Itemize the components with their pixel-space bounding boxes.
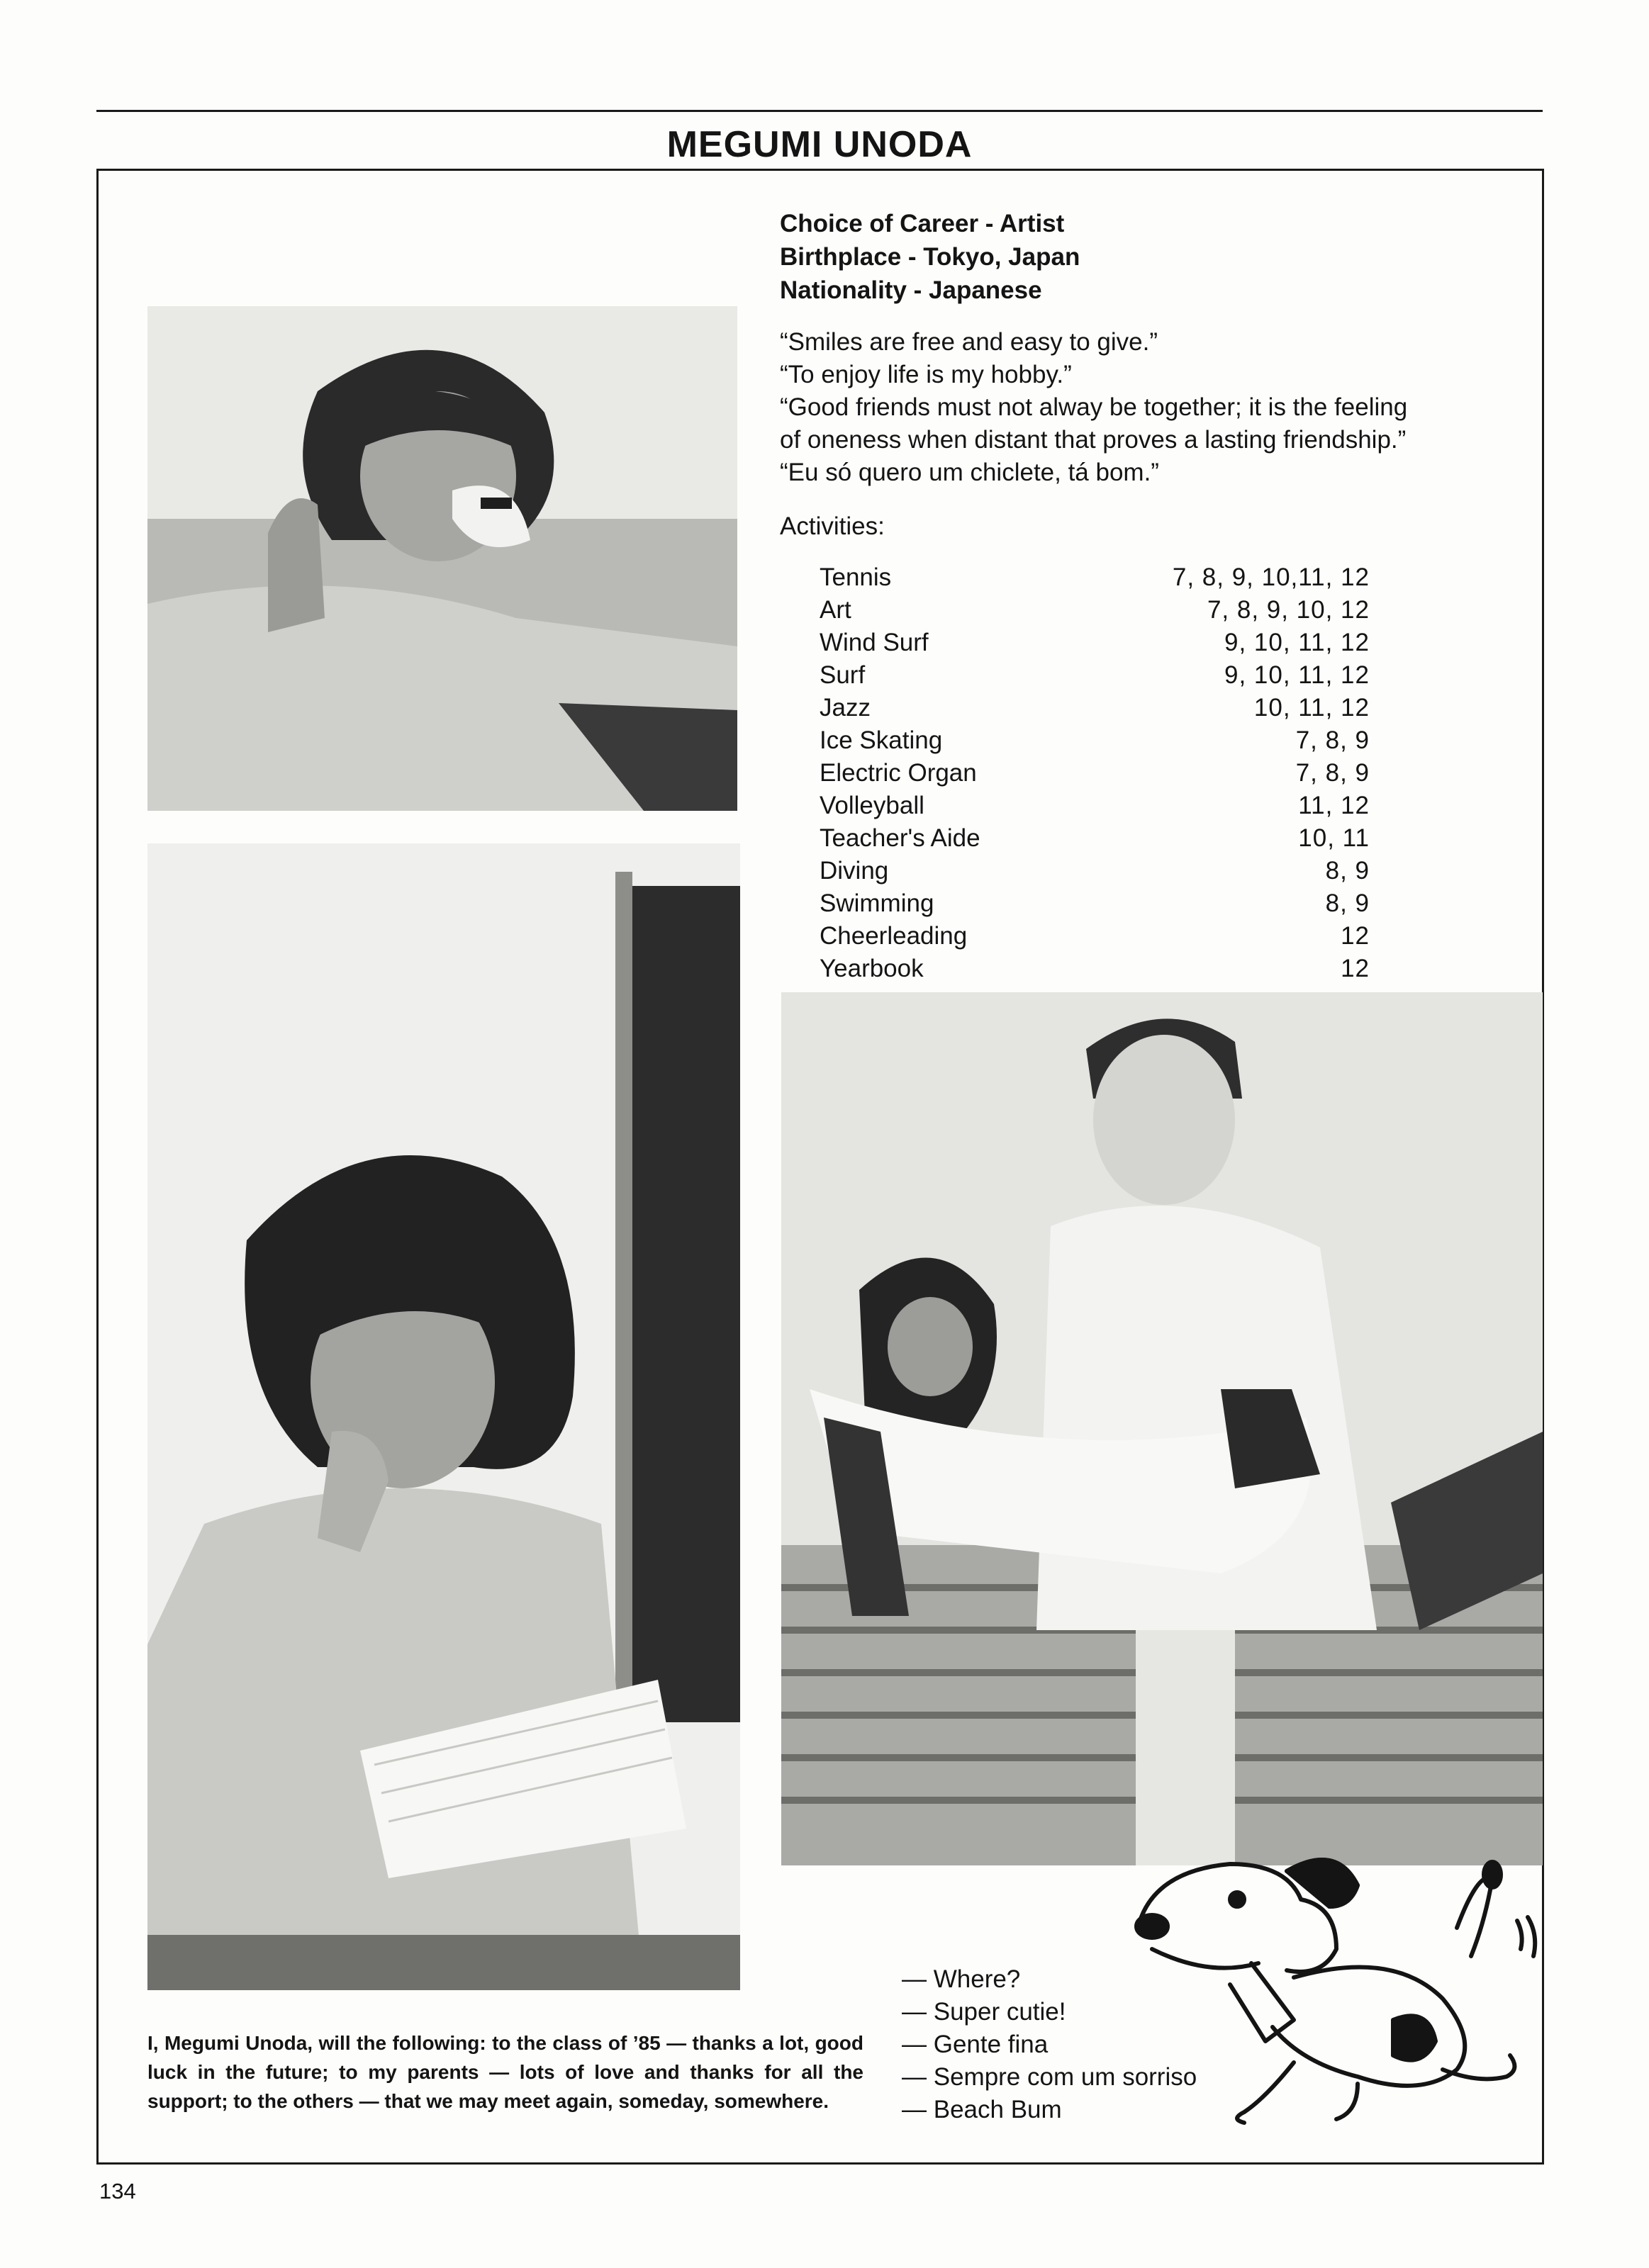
- quote-line: “Eu só quero um chiclete, tá bom.”: [780, 459, 1159, 486]
- top-rule: [96, 110, 1543, 112]
- activity-name: Swimming: [820, 889, 934, 917]
- activity-row: [820, 561, 1370, 594]
- page-title: MEGUMI UNODA: [666, 124, 973, 165]
- reading-photo: [147, 843, 740, 1990]
- birthplace-fact: Birthplace - Tokyo, Japan: [780, 243, 1080, 271]
- quote-line: of oneness when distant that proves a lasting friendship.”: [780, 426, 1407, 454]
- activity-row: [820, 887, 1370, 920]
- activity-row: [820, 724, 1370, 757]
- activity-years: 10, 11, 12: [1253, 694, 1370, 722]
- activity-name: Electric Organ: [820, 759, 977, 787]
- activity-row: [820, 920, 1370, 953]
- activity-name: Cheerleading: [820, 922, 968, 950]
- activity-row: [820, 822, 1370, 855]
- note-line: — Super cutie!: [902, 1998, 1066, 2026]
- activities-heading: Activities:: [780, 512, 885, 540]
- activity-name: Jazz: [820, 694, 871, 722]
- portrait-photo-top: [147, 306, 737, 811]
- activity-name: Ice Skating: [820, 726, 943, 754]
- quote-line: “To enjoy life is my hobby.”: [780, 361, 1072, 388]
- activity-row: [820, 594, 1370, 627]
- note-line: — Gente fina: [902, 2031, 1049, 2058]
- activity-row: [820, 855, 1370, 887]
- activity-years: 7, 8, 9, 10, 12: [1207, 596, 1370, 624]
- activity-row: [820, 627, 1370, 659]
- personal-facts: [780, 207, 1531, 307]
- activity-years: 11, 12: [1298, 792, 1370, 819]
- activity-row: [820, 757, 1370, 790]
- note-line: — Where?: [902, 1965, 1021, 1993]
- carry-photo: [781, 992, 1543, 1865]
- activity-years: 7, 8, 9, 10,11, 12: [1172, 563, 1370, 591]
- quote-line: “Smiles are free and easy to give.”: [780, 328, 1158, 356]
- quote-line: “Good friends must not alway be together; it is the feeling: [780, 393, 1408, 421]
- activities-list: [820, 561, 1370, 985]
- activity-years: 8, 9: [1325, 889, 1370, 917]
- activity-name: Surf: [820, 661, 866, 689]
- career-fact: Choice of Career - Artist: [780, 210, 1065, 237]
- activity-row: [820, 659, 1370, 692]
- note-line: — Sempre com um sorriso: [902, 2063, 1197, 2091]
- page-number: 134: [99, 2179, 136, 2204]
- activity-row: [820, 953, 1370, 985]
- activity-name: Yearbook: [820, 955, 924, 982]
- activity-name: Teacher's Aide: [820, 824, 980, 852]
- activity-years: 10, 11: [1298, 824, 1370, 852]
- activity-years: 8, 9: [1325, 857, 1370, 885]
- senior-will: I, Megumi Unoda, will the following: to the class of ’85 — thanks a lot, good luck in the future; to my parents — lots of love and thanks for all the support; to the others — that we may meet again, someday, somewhere.: [147, 2032, 863, 2112]
- activity-years: 9, 10, 11, 12: [1224, 661, 1370, 689]
- activity-name: Tennis: [820, 563, 892, 591]
- activity-row: [820, 692, 1370, 724]
- nationality-fact: Nationality - Japanese: [780, 276, 1042, 304]
- activity-name: Diving: [820, 857, 889, 885]
- activity-name: Wind Surf: [820, 629, 929, 656]
- activity-name: Volleyball: [820, 792, 924, 819]
- dog-cartoon-icon: [1124, 1843, 1542, 2133]
- activity-row: [820, 790, 1370, 822]
- activity-years: 7, 8, 9: [1295, 726, 1370, 754]
- activity-years: 7, 8, 9: [1295, 759, 1370, 787]
- activity-years: 12: [1341, 955, 1370, 982]
- note-line: — Beach Bum: [902, 2096, 1062, 2123]
- activity-years: 9, 10, 11, 12: [1224, 629, 1370, 656]
- activity-years: 12: [1341, 922, 1370, 950]
- activity-name: Art: [820, 596, 851, 624]
- quotes-block: [780, 326, 1538, 489]
